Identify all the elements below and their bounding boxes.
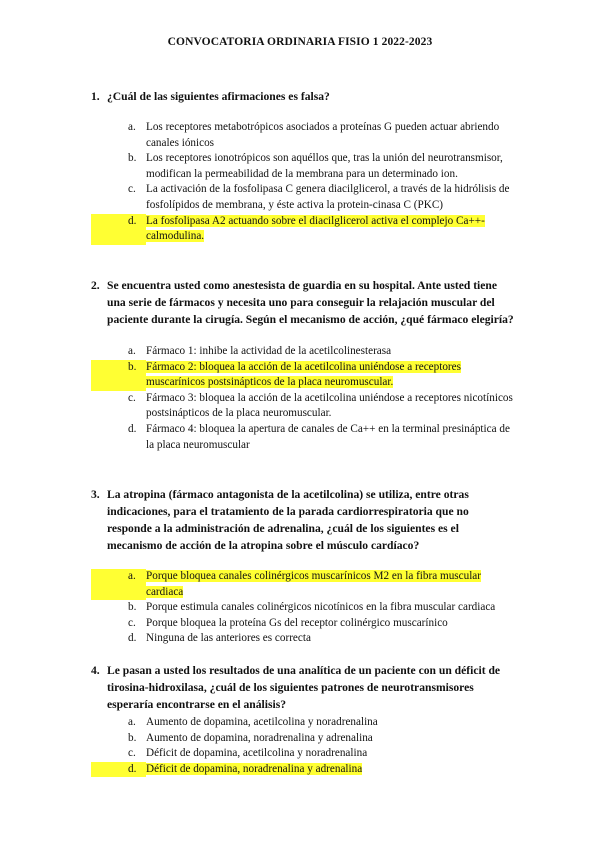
option-text-highlighted: La fosfolipasa A2 actuando sobre el diacilglicerol activa el complejo Ca++-calmodulina. [146, 214, 485, 243]
option-b [91, 151, 516, 182]
option-letter: a. [128, 121, 136, 133]
option-letter: d. [91, 214, 146, 245]
question-4-header [91, 662, 516, 713]
option-text-highlighted: Déficit de dopamina, noradrenalina y adrenalina [146, 762, 363, 775]
question-1 [91, 88, 516, 245]
option-c [91, 391, 516, 422]
option-letter: c. [128, 616, 136, 629]
option-b [91, 360, 516, 391]
option-a [91, 715, 516, 731]
question-3 [91, 486, 516, 647]
option-c [91, 616, 516, 632]
option-list [91, 344, 516, 453]
option-text-highlighted: Porque bloquea canales colinérgicos muscarínicos M2 en la fibra muscular cardiaca [146, 570, 482, 598]
option-letter: d. [91, 762, 146, 778]
option-b [91, 731, 516, 747]
option-text: Porque estimula canales colinérgicos nicotínicos en la fibra muscular cardiaca [146, 601, 496, 614]
option-text: Déficit de dopamina, acetilcolina y noradrenalina [146, 747, 368, 760]
option-letter: c. [128, 747, 136, 760]
option-list [91, 120, 516, 245]
option-letter: b. [128, 152, 137, 165]
option-letter: b. [91, 360, 146, 391]
option-list [91, 715, 516, 777]
question-2-header [91, 277, 516, 328]
option-letter: a. [128, 716, 136, 728]
option-letter: b. [128, 601, 137, 614]
question-3-header [91, 486, 516, 554]
option-letter: a. [128, 345, 136, 357]
question-2 [91, 277, 516, 453]
option-letter: d. [128, 632, 137, 645]
option-a [91, 120, 516, 151]
option-letter: d. [128, 422, 137, 435]
option-text: Los receptores ionotrópicos son aquéllos que, tras la unión del neurotransmisor, modifican la permeabilidad de la membrana para un determinado ion. [146, 152, 503, 180]
option-text: Porque bloquea la proteína Gs del receptor colinérgico muscarínico [146, 616, 448, 629]
question-text: ¿Cuál de las siguientes afirmaciones es falsa? [107, 90, 330, 103]
option-d [91, 762, 516, 778]
option-text: Aumento de dopamina, noradrenalina y adrenalina [146, 731, 373, 744]
question-text: La atropina (fármaco antagonista de la acetilcolina) se utiliza, entre otras indicaciones, para el tratamiento de la parada cardiorrespiratoria que no responde a la administración de adrenalina, ¿cuál de los siguientes es el mecanismo de acción de la atropina sobre el músculo cardíaco? [107, 488, 469, 552]
option-text: Fármaco 4: bloquea la apertura de canales de Ca++ en la terminal presináptica de la placa neuromuscular [146, 422, 510, 451]
document-title: CONVOCATORIA ORDINARIA FISIO 1 2022-2023 [167, 36, 433, 48]
option-text: La activación de la fosfolipasa C genera diacilglicerol, a través de la hidrólisis de fosfolípidos de membrana, y éste activa la protein-cinasa C (PKC) [146, 183, 510, 211]
question-4 [91, 662, 516, 777]
option-d [91, 214, 516, 245]
question-text: Se encuentra usted como anestesista de guardia en su hospital. Ante usted tiene una serie de fármacos y necesita uno para conseguir la relajación muscular del paciente durante la cirugía. Según el mecanismo de acción, ¿qué fármaco elegiría? [107, 279, 514, 326]
option-text-highlighted: Fármaco 2: bloquea la acción de la acetilcolina uniéndose a receptores muscarínicos postsinápticos de la placa neuromuscular. [146, 360, 461, 389]
question-number: 1. [91, 90, 100, 103]
option-text: Fármaco 3: bloquea la acción de la acetilcolina uniéndose a receptores nicotínicos postsinápticos de la placa neuromuscular. [146, 391, 513, 420]
option-c [91, 182, 516, 213]
option-text: Aumento de dopamina, acetilcolina y noradrenalina [146, 716, 378, 728]
option-c [91, 746, 516, 762]
option-a [91, 569, 516, 600]
option-d [91, 422, 516, 453]
option-text: Fármaco 1: inhibe la actividad de la acetilcolinesterasa [146, 345, 392, 357]
option-list [91, 569, 516, 647]
option-letter: c. [128, 183, 136, 196]
question-number: 2. [91, 279, 100, 292]
option-letter: a. [91, 569, 146, 600]
option-b [91, 600, 516, 616]
option-letter: b. [128, 731, 137, 744]
option-d [91, 631, 516, 647]
option-text: Ninguna de las anteriores es correcta [146, 632, 311, 645]
option-a [91, 344, 516, 360]
question-1-header [91, 88, 516, 105]
question-text: Le pasan a usted los resultados de una analítica de un paciente con un déficit de tirosina-hidroxilasa, ¿cuál de los siguientes patrones de neurotransmisores esperaría encontrarse en el análisis? [107, 664, 501, 711]
question-number: 3. [91, 488, 100, 501]
question-number: 4. [91, 664, 100, 677]
option-letter: c. [128, 391, 136, 404]
option-text: Los receptores metabotrópicos asociados a proteínas G pueden actuar abriendo canales iónicos [146, 121, 500, 149]
